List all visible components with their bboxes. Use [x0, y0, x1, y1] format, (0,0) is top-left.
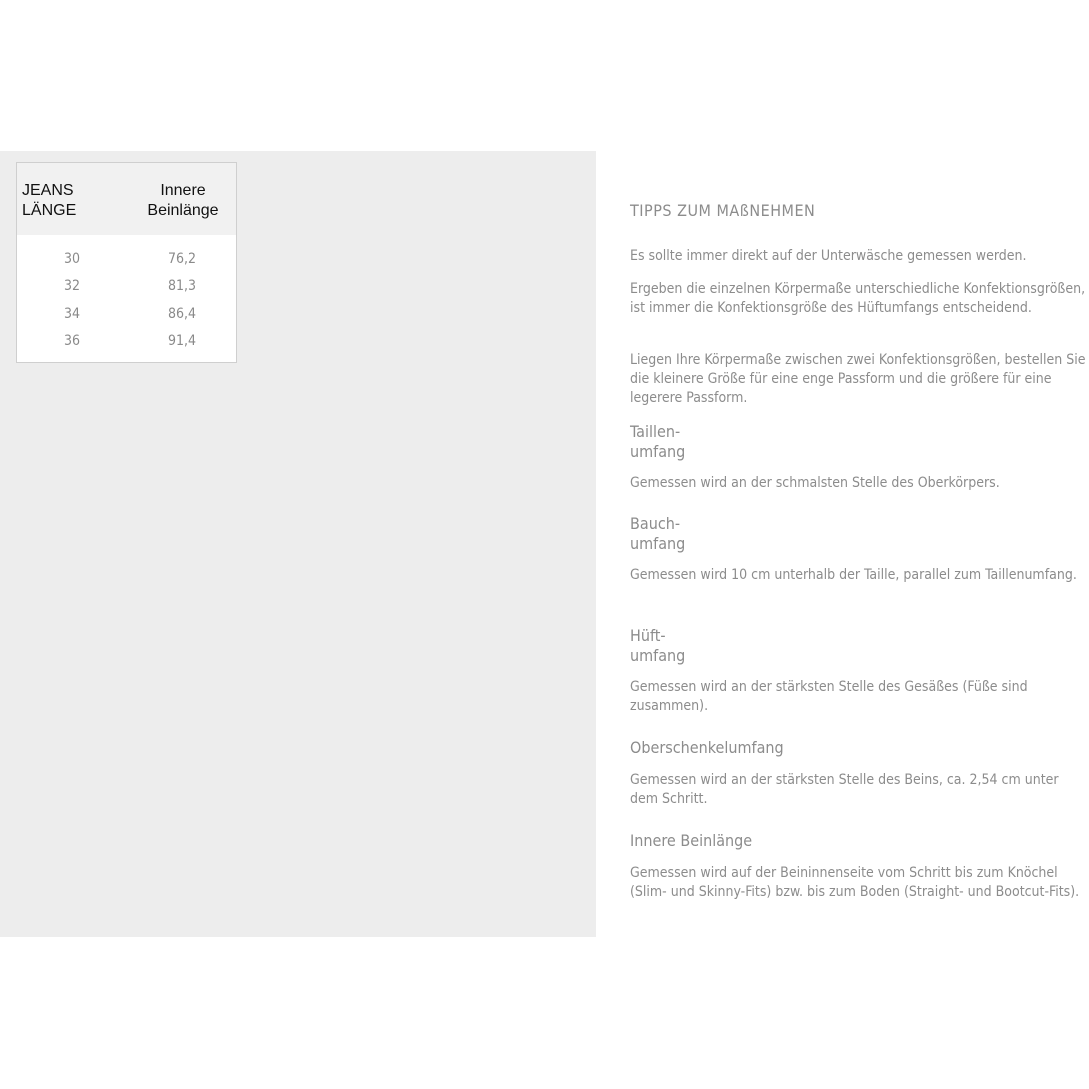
table-row	[17, 246, 236, 273]
jeans-length-table	[16, 162, 237, 363]
section-text-belly: Gemessen wird 10 cm unterhalb der Taille, parallel zum Taillenumfang.	[630, 567, 1077, 583]
table-row	[17, 301, 236, 328]
cell-inner-leg-length: 86,4	[167, 306, 197, 322]
tip-paragraph: Ergeben die einzelnen Körpermaße unterschiedliche Konfektionsgrößen, ist immer die Konfektionsgröße des Hüftumfangs entscheidend.	[630, 281, 1086, 316]
section-heading-belly: Bauch- umfang	[630, 514, 686, 553]
cell-inner-leg-length: 76,2	[167, 251, 197, 267]
column-header-jeans-length: JEANS LÄNGE	[22, 182, 77, 219]
cell-jeans-length: 34	[63, 306, 81, 322]
section-heading-hip: Hüft- umfang	[630, 626, 686, 665]
table-header	[17, 163, 236, 235]
section-text-hip: Gemessen wird an der stärksten Stelle des Gesäßes (Füße sind zusammen).	[630, 679, 1028, 714]
table-row	[17, 273, 236, 300]
table-row	[17, 328, 236, 355]
cell-jeans-length: 36	[63, 333, 81, 349]
section-text-inner-leg: Gemessen wird auf der Beininnenseite vom Schritt bis zum Knöchel (Slim- und Skinny-Fits) bzw. bis zum Boden (Straight- und Bootcut-Fits).	[630, 865, 1080, 900]
cell-jeans-length: 30	[63, 251, 81, 267]
section-text-waist: Gemessen wird an der schmalsten Stelle des Oberkörpers.	[630, 475, 1000, 491]
section-heading-thigh: Oberschenkelumfang	[630, 738, 784, 757]
section-heading-waist: Taillen- umfang	[630, 422, 686, 461]
cell-inner-leg-length: 81,3	[167, 278, 197, 294]
column-header-inner-leg-length: Innere Beinlänge	[147, 182, 219, 219]
tip-paragraph: Es sollte immer direkt auf der Unterwäsche gemessen werden.	[630, 248, 1027, 264]
tip-paragraph: Liegen Ihre Körpermaße zwischen zwei Konfektionsgrößen, bestellen Sie die kleinere Größe für eine enge Passform und die größere für eine legerere Passform.	[630, 352, 1086, 406]
tips-title: TIPPS ZUM MAßNEHMEN	[630, 201, 816, 220]
section-heading-inner-leg: Innere Beinlänge	[630, 831, 753, 850]
section-text-thigh: Gemessen wird an der stärksten Stelle des Beins, ca. 2,54 cm unter dem Schritt.	[630, 772, 1059, 807]
cell-jeans-length: 32	[63, 278, 81, 294]
cell-inner-leg-length: 91,4	[167, 333, 197, 349]
